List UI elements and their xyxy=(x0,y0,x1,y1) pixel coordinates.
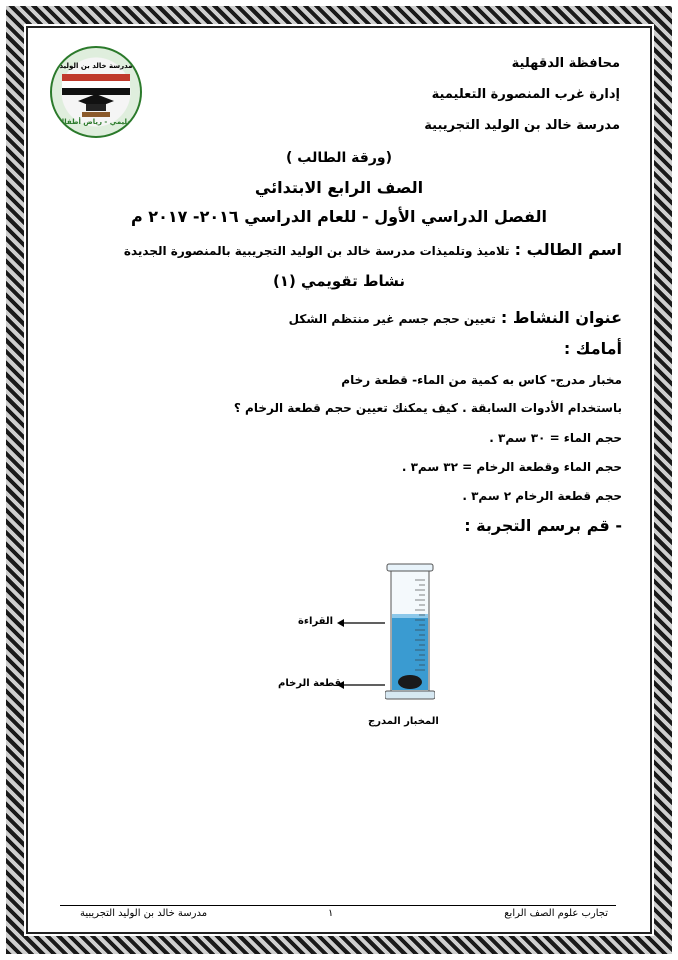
activity-title: نشاط تقويمي (١) xyxy=(272,272,406,290)
answer-marble-volume: حجم قطعة الرخام ٢ سم٣ . xyxy=(462,489,622,503)
cylinder-rim xyxy=(387,564,433,571)
answer-water-volume: حجم الماء = ٣٠ سم٣ . xyxy=(489,431,622,445)
question-text: باستخدام الأدوات السابقة . كيف يمكنك تعيين حجم قطعة الرخام ؟ xyxy=(233,401,622,415)
sheet-title: (ورقة الطالب ) xyxy=(286,150,392,166)
logo-top-text: مدرسة خالد بن الوليد xyxy=(59,62,133,70)
activity-name-label: عنوان النشاط : xyxy=(500,308,622,327)
footer-school: مدرسة خالد بن الوليد التجريبية xyxy=(80,908,208,919)
footer-page-number: ١ xyxy=(328,908,334,919)
tools-list: مخبار مدرج- كاس به كمية من الماء- قطعة رخام xyxy=(341,373,622,387)
reading-label: القراءة xyxy=(298,616,334,627)
header-school: مدرسة خالد بن الوليد التجريبية xyxy=(424,118,620,133)
activity-name-value: تعيين حجم جسم غير منتظم الشكل xyxy=(288,312,496,326)
cylinder-base xyxy=(385,691,435,699)
experiment-label: - قم برسم التجربة : xyxy=(464,516,622,535)
header-administration: إدارة غرب المنصورة التعليمية xyxy=(431,87,620,102)
footer-subject: تجارب علوم الصف الرابع xyxy=(504,908,608,919)
student-value: تلاميذ وتلميذات مدرسة خالد بن الوليد التجريبية بالمنصورة الجديدة xyxy=(123,244,510,258)
callout-arrows xyxy=(335,615,387,695)
reading-arrow-head-icon xyxy=(337,619,344,627)
header-governorate: محافظة الدقهلية xyxy=(511,56,620,71)
activity-name-line xyxy=(289,308,622,327)
cylinder-label: المخبار المدرج xyxy=(368,716,439,727)
term-title: الفصل الدراسي الأول - للعام الدراسي ٢٠١٦- ٢٠١٧ م xyxy=(131,207,547,226)
in-front-label: أمامك : xyxy=(563,339,622,358)
marble-label: قطعة الرخام xyxy=(278,678,342,689)
grade-title: الصف الرابع الابتدائي xyxy=(254,178,424,197)
answer-water-marble-volume: حجم الماء وقطعة الرخام = ٣٢ سم٣ . xyxy=(401,460,622,474)
footer-rule xyxy=(60,905,616,906)
logo-bottom-text: تعليمي - رياض أطفال xyxy=(58,118,134,126)
graduated-cylinder xyxy=(385,562,435,702)
water-surface xyxy=(392,614,428,618)
graduation-cap-icon xyxy=(76,92,116,118)
school-logo xyxy=(50,46,142,138)
student-label: اسم الطالب : xyxy=(514,240,622,259)
student-line xyxy=(124,240,622,259)
marble-piece xyxy=(398,675,422,689)
